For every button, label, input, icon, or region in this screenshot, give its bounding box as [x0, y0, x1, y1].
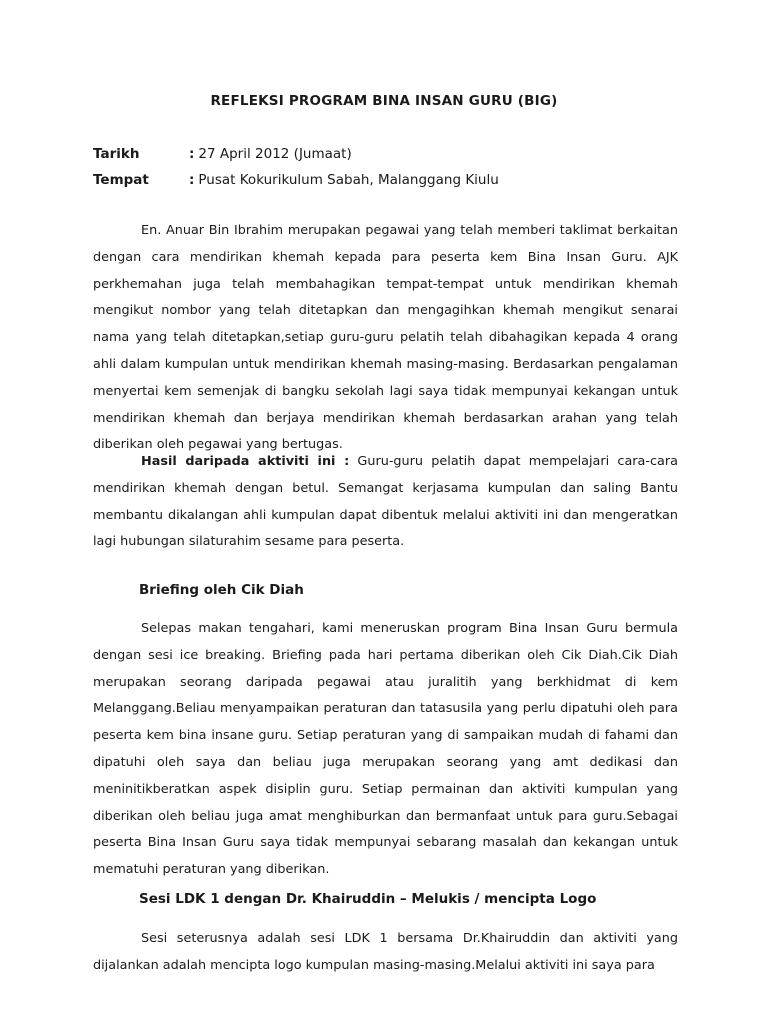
meta-value-place: Pusat Kokurikulum Sabah, Malanggang Kiulu: [198, 172, 499, 188]
meta-colon: :: [189, 146, 195, 162]
section-heading-ldk: Sesi LDK 1 dengan Dr. Khairuddin – Melukis / mencipta Logo: [139, 891, 597, 907]
result-text: Guru-guru pelatih dapat mempelajari cara-cara mendirikan khemah dengan betul. Semangat kerjasama kumpulan dan saling Bantu membantu dikalangan ahli kumpulan dapat dibentuk melalui aktiviti ini dan mengeratkan lagi hubungan silaturahim sesame para peserta.: [93, 454, 678, 550]
meta-label-place: Tempat: [93, 172, 149, 188]
meta-value-date: 27 April 2012 (Jumaat): [198, 146, 352, 162]
intro-paragraph: En. Anuar Bin Ibrahim merupakan pegawai yang telah memberi taklimat berkaitan dengan cara mendirikan khemah kepada para peserta kem Bina Insan Guru. AJK perkhemahan juga telah membahagikan tempat-tempat untuk mendirikan khemah mengikut nombor yang telah ditetapkan dan mengagihkan khemah mengikut senarai nama yang telah ditetapkan,setiap guru-guru pelatih telah dibahagikan kepada 4 orang ahli dalam kumpulan untuk mendirikan khemah masing-masing. Berdasarkan pengalaman menyertai kem semenjak di bangku sekolah lagi saya tidak mempunyai kekangan untuk mendirikan khemah dan berjaya mendirikan khemah berdasarkan arahan yang telah diberikan oleh pegawai yang bertugas.: [93, 223, 678, 453]
ldk-paragraph: Sesi seterusnya adalah sesi LDK 1 bersama Dr.Khairuddin dan aktiviti yang dijalankan adalah mencipta logo kumpulan masing-masing.Melalui aktiviti ini saya para: [93, 931, 678, 973]
result-label: Hasil daripada aktiviti ini :: [141, 454, 350, 469]
section-heading-briefing: Briefing oleh Cik Diah: [139, 582, 304, 598]
meta-row-date: [93, 146, 352, 162]
briefing-paragraph: Selepas makan tengahari, kami meneruskan program Bina Insan Guru bermula dengan sesi ice breaking. Briefing pada hari pertama diberikan oleh Cik Diah.Cik Diah merupakan seorang daripada pegawai atau juralitih yang berkhidmat di kem Melanggang.Beliau menyampaikan peraturan dan tatasusila yang perlu dipatuhi oleh para peserta kem bina insane guru. Setiap peraturan yang di sampaikan mudah di fahami dan dipatuhi oleh saya dan beliau juga merupakan seorang yang amt dedikasi dan meninitikberatkan aspek disiplin guru. Setiap permainan dan aktiviti kumpulan yang diberikan oleh beliau juga amat menghiburkan dan bermanfaat untuk para guru.Sebagai peserta Bina Insan Guru saya tidak mempunyai sebarang masalah dan kekangan untuk mematuhi peraturan yang diberikan.: [93, 621, 678, 878]
document-title: REFLEKSI PROGRAM BINA INSAN GURU (BIG): [210, 93, 558, 109]
meta-colon: :: [189, 172, 195, 188]
result-paragraph: [93, 449, 678, 556]
meta-label-date: Tarikh: [93, 146, 140, 162]
meta-row-place: [93, 172, 499, 188]
